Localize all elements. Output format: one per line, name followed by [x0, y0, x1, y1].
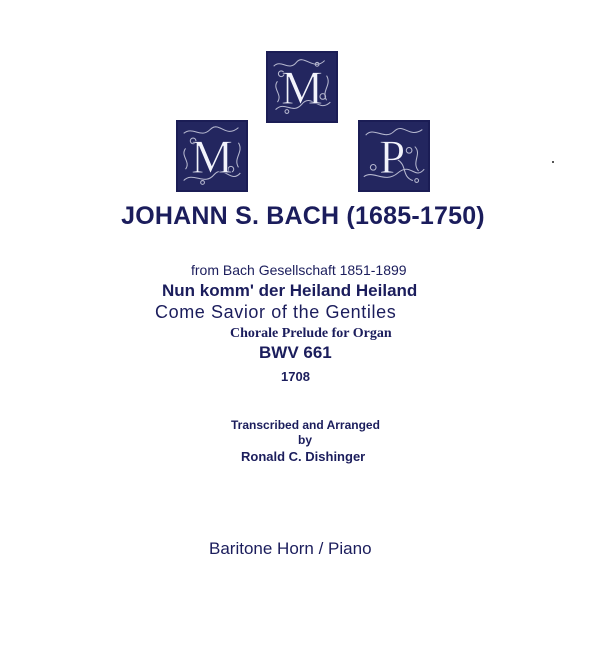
publisher-logo-m-top [266, 51, 338, 123]
credit-by: by [298, 433, 313, 447]
composition-year: 1708 [281, 369, 310, 384]
catalog-number: BWV 661 [259, 343, 332, 362]
credit-transcribed: Transcribed and Arranged [231, 418, 380, 432]
instrumentation: Baritone Horn / Piano [209, 539, 372, 558]
publisher-logo-p-right [358, 120, 430, 192]
title-german: Nun komm' der Heiland Heiland [162, 281, 418, 300]
source-line: from Bach Gesellschaft 1851-1899 [191, 262, 407, 278]
arranger-name: Ronald C. Dishinger [241, 449, 366, 464]
ornament-m-icon [268, 53, 336, 121]
ornament-m-icon [178, 122, 246, 190]
composer-heading: JOHANN S. BACH (1685-1750) [121, 202, 485, 230]
publisher-logo-m-left [176, 120, 248, 192]
svg-text:M: M [281, 63, 323, 115]
svg-text:P: P [378, 132, 406, 184]
svg-text:M: M [191, 132, 233, 184]
subtitle: Chorale Prelude for Organ [230, 326, 392, 341]
scan-speck [552, 161, 554, 163]
title-english: Come Savior of the Gentiles [155, 302, 397, 322]
ornament-p-icon [360, 122, 428, 190]
